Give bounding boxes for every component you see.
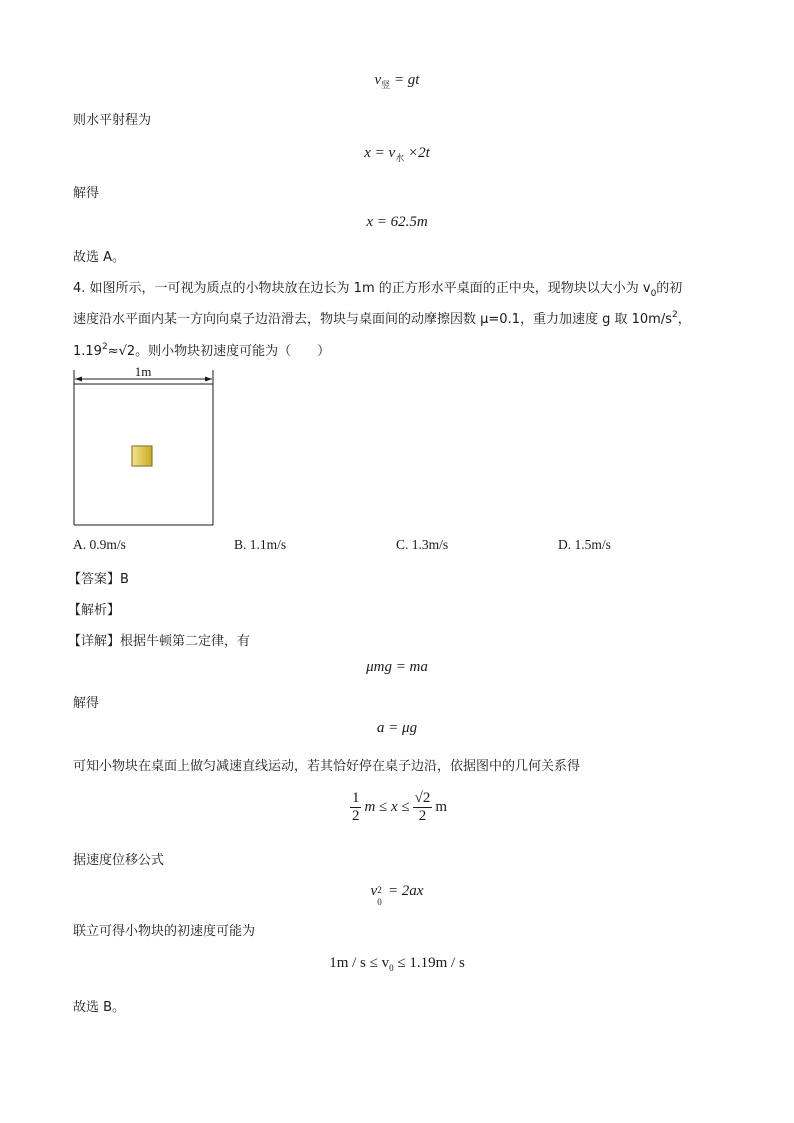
question-line-2: 速度沿水平面内某一方向向桌子边沿滑去，物块与桌面间的动摩擦因数 μ=0.1，重力加速度 g 取 $10m/s^2$， bbox=[73, 310, 691, 327]
answer-label: 【答案】B bbox=[68, 572, 129, 587]
equation-result-x: x = 62.5m bbox=[366, 214, 428, 230]
equation-displacement-range: $\frac{1}{2}$ m ≤ x ≤ $\frac{√2}{2}$ m bbox=[351, 790, 448, 824]
text-solve-2: 解得 bbox=[73, 696, 100, 711]
equation-velocity-displacement: v 2 0 = 2ax bbox=[370, 883, 424, 907]
analysis-title: 【解析】 bbox=[68, 603, 121, 618]
text-motion: 可知小物块在桌面上做匀减速直线运动，若其恰好停在桌子边沿，依据图中的几何关系得 bbox=[73, 759, 581, 774]
small-block bbox=[132, 446, 152, 466]
dimension-arrow-left-head bbox=[75, 377, 82, 382]
equation-horizontal-range: $x = v_水 \times 2t$ bbox=[364, 145, 430, 163]
dimension-arrow-right-head bbox=[205, 377, 212, 382]
option-b[interactable]: B. 1.1m/s bbox=[234, 537, 287, 552]
text-choose-b: 故选 B。 bbox=[73, 1000, 126, 1015]
option-a[interactable]: A. 0.9m/s bbox=[73, 537, 126, 552]
text-formula: 据速度位移公式 bbox=[73, 853, 165, 868]
fraction-one-half: $\frac{1}{2}$ bbox=[351, 790, 360, 824]
question-line-1: 4. 如图所示，一可视为质点的小物块放在边长为 1m 的正方形水平桌面的正中央，现物块以大小为 $v_0$的初 bbox=[73, 281, 683, 299]
equation-newton: μmg = ma bbox=[366, 659, 428, 675]
fraction-root2-half: $\frac{√2}{2}$ bbox=[414, 790, 431, 824]
detail-intro: 【详解】根据牛顿第二定律，有 bbox=[68, 634, 251, 649]
text-horizontal-range: 则水平射程为 bbox=[73, 113, 152, 128]
text-combine: 联立可得小物块的初速度可能为 bbox=[73, 924, 256, 939]
text-solve: 解得 bbox=[73, 186, 100, 201]
equation-velocity-range: $1m / s \le v_0 \le 1.19m / s$ bbox=[329, 955, 465, 973]
dimension-label: 1m bbox=[134, 364, 152, 379]
table-figure bbox=[70, 362, 220, 530]
option-c[interactable]: C. 1.3m/s bbox=[396, 537, 449, 552]
equation-acceleration: a = μg bbox=[376, 720, 418, 736]
question-line-3: $1.19^2\approx√2$。则小物块初速度可能为（ ） bbox=[73, 342, 331, 359]
option-d[interactable]: D. 1.5m/s bbox=[558, 537, 611, 552]
text-choose-a: 故选 A。 bbox=[73, 250, 126, 265]
equation-vertical-velocity: $v_竖$ = gt bbox=[374, 72, 420, 90]
